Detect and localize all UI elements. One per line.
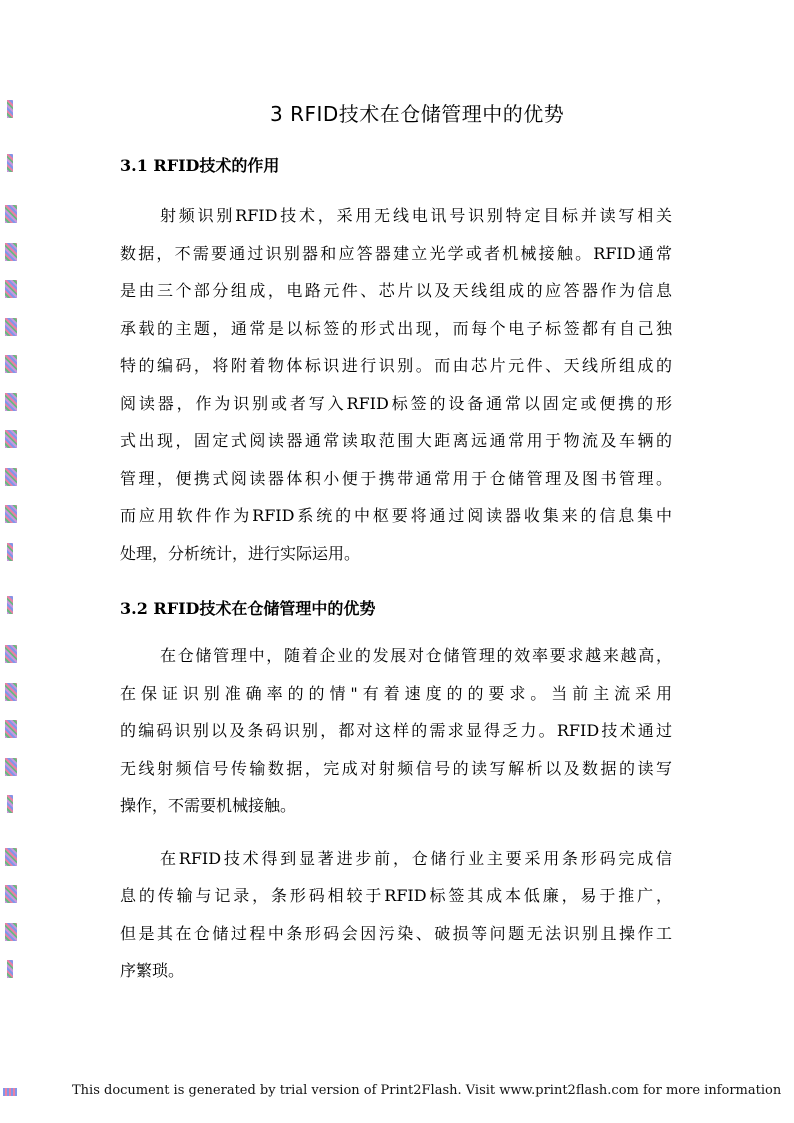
paragraph-line: 在仓储管理中，随着企业的发展对仓储管理的效率要求越来越高，	[160, 646, 672, 665]
paragraph-line: 数据，不需要通过识别器和应答器建立光学或者机械接触。RFID通常	[120, 244, 672, 263]
scan-artifact	[5, 318, 17, 336]
paragraph-line: 无线射频信号传输数据，完成对射频信号的读写解析以及数据的读写	[120, 759, 672, 778]
scan-artifact	[5, 758, 17, 776]
paragraph-line: 序繁琐。	[120, 961, 185, 980]
paragraph-line: 承载的主题，通常是以标签的形式出现，而每个电子标签都有自己独	[120, 319, 672, 338]
paragraph-line: 特的编码，将附着物体标识进行识别。而由芯片元件、天线所组成的	[120, 356, 672, 375]
paragraph-line: 的编码识别以及条码识别，都对这样的需求显得乏力。RFID技术通过	[120, 721, 672, 740]
scan-artifact	[7, 960, 13, 978]
paragraph-line: 在保证识别准确率的的情"有着速度的的要求。当前主流采用	[120, 684, 672, 703]
scan-artifact	[7, 154, 13, 172]
paragraph-line: 处理，分析统计，进行实际运用。	[120, 544, 361, 563]
scan-artifact	[5, 885, 17, 903]
scan-artifact	[5, 430, 17, 448]
scan-artifact	[7, 100, 13, 118]
paragraph-line: 而应用软件作为RFID系统的中枢要将通过阅读器收集来的信息集中	[120, 506, 672, 525]
paragraph-line: 式出现，固定式阅读器通常读取范围大距离远通常用于物流及车辆的	[120, 431, 672, 450]
scan-artifact	[5, 468, 17, 486]
scan-artifact	[5, 923, 17, 941]
paragraph-line: 息的传输与记录，条形码相较于RFID标签其成本低廉，易于推广，	[120, 886, 672, 905]
scan-artifact	[5, 280, 17, 298]
paragraph-line: 阅读器，作为识别或者写入RFID标签的设备通常以固定或便携的形	[120, 394, 672, 413]
paragraph-line: 射频识别RFID技术，采用无线电讯号识别特定目标并读写相关	[160, 206, 672, 225]
scan-artifact	[5, 848, 17, 866]
scan-artifact	[5, 505, 17, 523]
paragraph-line: 在RFID技术得到显著进步前，仓储行业主要采用条形码完成信	[160, 849, 672, 868]
scan-artifact-column	[0, 0, 20, 1123]
section-heading-3-1: 3.1 RFID技术的作用	[120, 156, 280, 175]
scan-artifact	[5, 205, 17, 223]
paragraph-line: 操作，不需要机械接触。	[120, 796, 297, 815]
scan-artifact	[5, 683, 17, 701]
scan-artifact	[7, 543, 13, 561]
section-heading-3-2: 3.2 RFID技术在仓储管理中的优势	[120, 599, 376, 618]
scan-artifact	[3, 1088, 17, 1096]
chapter-title: 3 RFID技术在仓储管理中的优势	[270, 102, 565, 126]
paragraph-line: 是由三个部分组成，电路元件、芯片以及天线组成的应答器作为信息	[120, 281, 672, 300]
scan-artifact	[5, 393, 17, 411]
trial-watermark-footer: This document is generated by trial version of Print2Flash. Visit www.print2flash.com for more information	[72, 1083, 782, 1098]
scan-artifact	[7, 795, 13, 813]
scan-artifact	[5, 645, 17, 663]
scan-artifact	[5, 355, 17, 373]
scan-artifact	[5, 720, 17, 738]
paragraph-line: 管理，便携式阅读器体积小便于携带通常用于仓储管理及图书管理。	[120, 469, 672, 488]
scan-artifact	[7, 596, 13, 614]
paragraph-line: 但是其在仓储过程中条形码会因污染、破损等问题无法识别且操作工	[120, 924, 672, 943]
scan-artifact	[5, 243, 17, 261]
